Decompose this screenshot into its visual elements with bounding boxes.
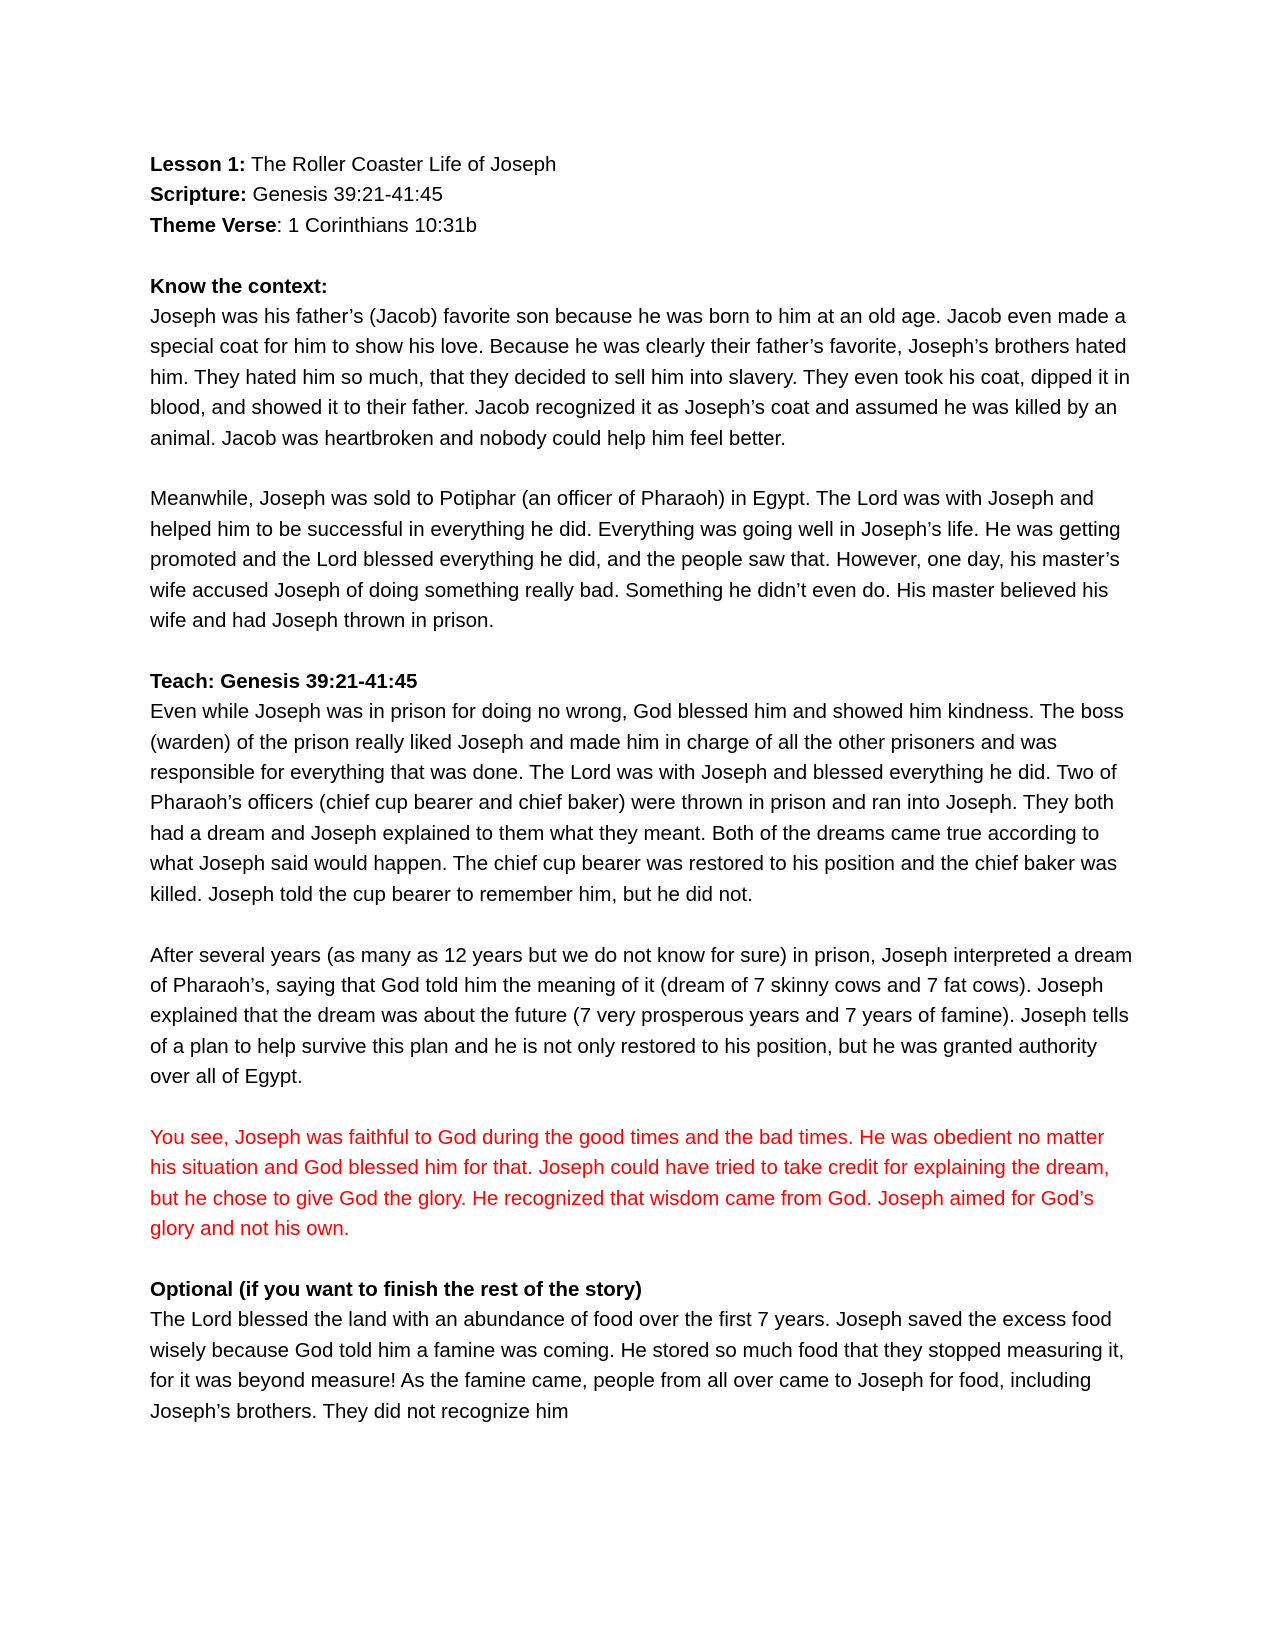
lesson-label: Lesson 1: xyxy=(150,153,246,176)
optional-paragraph: The Lord blessed the land with an abundance of food over the first 7 years. Joseph saved the excess food wisely because God told him a famine was coming. He stored so much food that they stopped measuring it, for it was beyond measure! As the famine came, people from all over came to Joseph for food, including Joseph’s brothers. They did not recognize him xyxy=(150,1308,1125,1423)
teach-emphasis-paragraph: You see, Joseph was faithful to God during the good times and the bad times. He was obedient no matter his situation and God blessed him for that. Joseph could have tried to take credit for explaining the dream, but he chose to give God the glory. He recognized that wisdom came from God. Joseph aimed for God’s glory and not his own. xyxy=(150,1125,1110,1241)
lesson-line xyxy=(150,150,1135,180)
teach-paragraph: Even while Joseph was in prison for doing no wrong, God blessed him and showed him kindness. The boss (warden) of the prison really liked Joseph and made him in charge of all the other prisoners and was responsible for everything that was done. The Lord was with Joseph and blessed everything he did. Two of Pharaoh’s officers (chief cup bearer and chief baker) were thrown in prison and ran into Joseph. They both had a dream and Joseph explained to them what they meant. Both of the dreams came true according to what Joseph said would happen. The chief cup bearer was restored to his position and the chief baker was killed. Joseph told the cup bearer to remember him, but he did not. xyxy=(150,700,1124,906)
context-heading: Know the context: xyxy=(150,274,328,298)
theme-verse-line xyxy=(150,211,1135,241)
teach-section xyxy=(150,667,1135,1245)
theme-verse-value: : 1 Corinthians 10:31b xyxy=(276,213,478,237)
optional-heading: Optional (if you want to finish the rest of the story) xyxy=(150,1277,642,1301)
scripture-line xyxy=(150,180,1135,210)
document-page xyxy=(150,150,1135,1427)
scripture-label: Scripture: xyxy=(150,183,247,207)
optional-section xyxy=(150,1275,1135,1427)
lesson-title: The Roller Coaster Life of Joseph xyxy=(245,153,557,176)
theme-verse-label: Theme Verse xyxy=(150,213,277,237)
context-section xyxy=(150,272,1135,637)
lesson-header xyxy=(150,150,1135,241)
teach-paragraph: After several years (as many as 12 years but we do not know for sure) in prison, Joseph interpreted a dream of Pharaoh’s, saying that God told him the meaning of it (dream of 7 skinny cows and 7 fat cows). Joseph explained that the dream was about the future (7 very prosperous years and 7 years of famine). Joseph tells of a plan to help survive this plan and he is not only restored to his position, but he was granted authority over all of Egypt. xyxy=(150,943,1133,1089)
scripture-value: Genesis 39:21-41:45 xyxy=(246,183,443,207)
teach-heading: Teach: Genesis 39:21-41:45 xyxy=(150,669,418,693)
context-paragraph: Joseph was his father’s (Jacob) favorite son because he was born to him at an old age. Jacob even made a special coat for him to show his love. Because he was clearly their father’s favorite, Joseph’s brothers hated him. They hated him so much, that they decided to sell him into slavery. They even took his coat, dipped it in blood, and showed it to their father. Jacob recognized it as Joseph’s coat and assumed he was killed by an animal. Jacob was heartbroken and nobody could help him feel better. xyxy=(150,305,1130,450)
context-paragraph: Meanwhile, Joseph was sold to Potiphar (an officer of Pharaoh) in Egypt. The Lord was with Joseph and helped him to be successful in everything he did. Everything was going well in Joseph’s life. He was getting promoted and the Lord blessed everything he did, and the people saw that. However, one day, his master’s wife accused Joseph of doing something really bad. Something he didn’t even do. His master believed his wife and had Joseph thrown in prison. xyxy=(150,487,1121,633)
